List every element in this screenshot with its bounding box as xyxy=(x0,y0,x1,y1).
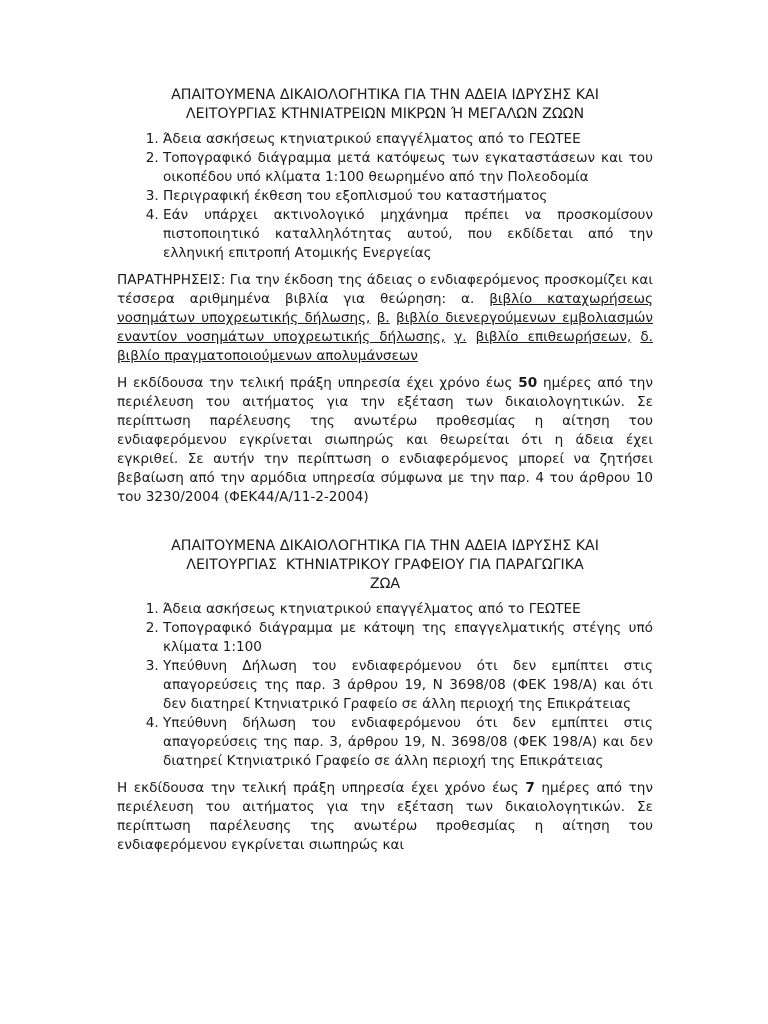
list-item: 3. Περιγραφική έκθεση του εξοπλισμού του καταστήματος xyxy=(163,187,653,206)
label-b: β. xyxy=(376,310,390,326)
section1-deadline: Η εκδίδουσα την τελική πράξη υπηρεσία έχει χρόνο έως 50 ημέρες από την περιέλευση του αιτήματος για την εξέταση των δικαιολογητικών. Σε περίπτωση παρέλευσης της ανωτέρω προθεσμίας η αίτηση του ενδιαφερόμενου εγκρίνεται σιωπηρώς και θεωρείται ότι η άδεια έχει εγκριθεί. Σε αυτήν την περίπτωση ο ενδιαφερόμενος μπορεί να ζητήσει βεβαίωση από την αρμόδια υπηρεσία σύμφωνα με την παρ. 4 του άρθρου 10 του 3230/2004 (ΦΕΚ44/Α/11-2-2004) xyxy=(117,375,654,505)
section2-requirements-list xyxy=(117,600,653,771)
section2-deadline: Η εκδίδουσα την τελική πράξη υπηρεσία έχει χρόνο έως 7 ημέρες από την περιέλευση του αιτήματος για την εξέταση των δικαιολογητικών. Σε περίπτωση παρέλευσης της ανωτέρω προθεσμίας η αίτηση του ενδιαφερόμενου εγκρίνεται σιωπηρώς και xyxy=(117,780,653,853)
section2-heading-line3: ΖΩΑ xyxy=(369,576,401,592)
book-d: βιβλίο πραγματοποιούμενων απολυμάνσεων xyxy=(117,348,418,364)
list-item: 2. Τοπογραφικό διάγραμμα με κάτοψη της επαγγελματικής στέγης υπό κλίματα 1:100 xyxy=(163,619,653,657)
deadline-days: 50 xyxy=(518,375,538,391)
document-page xyxy=(117,86,653,855)
book-a: βιβλίο καταχωρήσεως νοσημάτων υποχρεωτικής δήλωσης, xyxy=(117,291,653,326)
section-divider xyxy=(117,507,653,537)
section1-notes xyxy=(117,271,653,366)
label-c: γ. xyxy=(454,329,467,345)
notes-intro: ΠΑΡΑΤΗΡΗΣΕΙΣ: Για την έκδοση της άδειας ο ενδιαφερόμενος προσκομίζει και τέσσερα αριθμημένα βιβλία για θεώρηση: α. xyxy=(117,272,653,307)
list-item: 4. Εάν υπάρχει ακτινολογικό μηχάνημα πρέπει να προσκομίσουν πιστοποιητικό καταλληλότητας αυτού, που εκδίδεται από την ελληνική επιτροπή Ατομικής Ενεργείας xyxy=(163,206,653,263)
list-item: 3. Υπεύθυνη Δήλωση του ενδιαφερόμενου ότι δεν εμπίπτει στις απαγορεύσεις της παρ. 3 άρθρου 19, Ν 3698/08 (ΦΕΚ 198/Α) και ότι δεν διατηρεί Κτηνιατρικό Γραφείο σε άλλη περιοχή της Επικράτειας xyxy=(163,657,653,714)
section2-heading xyxy=(117,537,653,594)
label-d: δ. xyxy=(640,329,653,345)
section2-heading-line2: ΛΕΙΤΟΥΡΓΙΑΣ ΚΤΗΝΙΑΤΡΙΚΟΥ ΓΡΑΦΕΙΟΥ ΓΙΑ ΠΑΡΑΓΩΓΙΚΑ xyxy=(186,557,584,573)
section1-heading xyxy=(117,86,653,124)
list-item: 4. Υπεύθυνη δήλωση του ενδιαφερόμενου ότι δεν εμπίπτει στις απαγορεύσεις της παρ. 3, άρθρου 19, Ν. 3698/08 (ΦΕΚ 198/Α) και δεν διατηρεί Κτηνιατρικό Γραφείο σε άλλη περιοχή της Επικράτειας xyxy=(163,714,653,771)
book-b: βιβλίο διενεργούμενων εμβολιασμών εναντίον νοσημάτων υποχρεωτικής δήλωσης, xyxy=(117,310,653,345)
section1-heading-line2: ΛΕΙΤΟΥΡΓΙΑΣ ΚΤΗΝΙΑΤΡΕΙΩΝ ΜΙΚΡΩΝ Ή ΜΕΓΑΛΩΝ ΖΩΩΝ xyxy=(185,106,585,122)
book-c: βιβλίο επιθεωρήσεων, xyxy=(475,329,632,345)
section1-heading-line1: ΑΠΑΙΤΟΥΜΕΝΑ ΔΙΚΑΙΟΛΟΓΗΤΙΚΑ ΓΙΑ ΤΗΝ ΑΔΕΙΑ ΙΔΡΥΣΗΣ ΚΑΙ xyxy=(171,87,599,103)
section2-heading-line1: ΑΠΑΙΤΟΥΜΕΝΑ ΔΙΚΑΙΟΛΟΓΗΤΙΚΑ ΓΙΑ ΤΗΝ ΑΔΕΙΑ ΙΔΡΥΣΗΣ ΚΑΙ xyxy=(171,538,599,554)
list-item: 2. Τοπογραφικό διάγραμμα μετά κατόψεως των εγκαταστάσεων και του οικοπέδου υπό κλίματα 1:100 θεωρημένο από την Πολεοδομία xyxy=(163,149,653,187)
deadline-days: 7 xyxy=(525,780,535,796)
list-item: 1. Άδεια ασκήσεως κτηνιατρικού επαγγέλματος από το ΓΕΩΤΕΕ xyxy=(163,600,653,619)
section1-requirements-list xyxy=(117,130,653,263)
list-item: 1. Άδεια ασκήσεως κτηνιατρικού επαγγέλματος από το ΓΕΩΤΕΕ xyxy=(163,130,653,149)
